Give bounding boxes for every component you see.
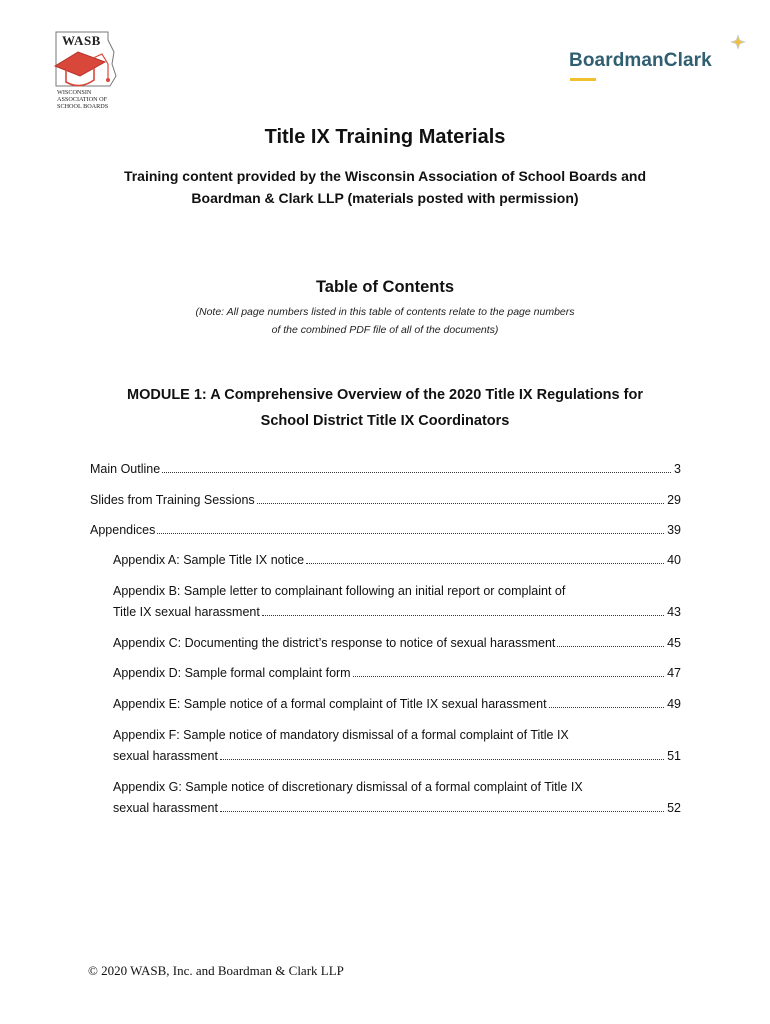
toc-entry[interactable]: [90, 460, 681, 478]
boardman-clark-logo: [569, 36, 741, 86]
toc-entry-page: 52: [667, 801, 681, 815]
wasb-name: [57, 89, 121, 110]
toc-heading: Table of Contents: [315, 278, 455, 296]
toc-entry-page: 40: [667, 553, 681, 567]
toc-entry[interactable]: [113, 778, 681, 817]
toc-entry-page: 45: [667, 636, 681, 650]
toc-entry-page: 3: [674, 462, 681, 476]
toc-note-line: (Note: All page numbers listed in this table of contents relate to the page numbers: [195, 306, 575, 318]
toc-entry-label: sexual harassment: [113, 801, 218, 815]
wasb-mark: WASB: [62, 33, 101, 48]
toc-entry[interactable]: [113, 582, 681, 621]
module-heading-line: MODULE 1: A Comprehensive Overview of the 2020 Title IX Regulations for: [127, 387, 643, 403]
dot-leader: [257, 503, 664, 504]
toc-entry[interactable]: [113, 551, 681, 569]
dot-leader: [306, 563, 664, 564]
wasb-logo: [50, 30, 120, 114]
dot-leader: [353, 676, 664, 677]
toc-entry-label: sexual harassment: [113, 749, 218, 763]
subtitle-line: Boardman & Clark LLP (materials posted with permission): [191, 190, 579, 206]
module-heading-line: School District Title IX Coordinators: [260, 413, 510, 429]
toc-entry-label: Appendix E: Sample notice of a formal complaint of Title IX sexual harassment: [113, 697, 547, 711]
boardman-clark-wordmark: BoardmanClark: [569, 50, 712, 71]
toc-entry-label: Title IX sexual harassment: [113, 605, 260, 619]
dot-leader: [549, 707, 665, 708]
dot-leader: [220, 759, 664, 760]
toc-entry-page: 49: [667, 697, 681, 711]
toc-entry-page: 43: [667, 605, 681, 619]
dot-leader: [157, 533, 664, 534]
module-heading: [60, 382, 710, 434]
dot-leader: [220, 811, 664, 812]
toc-entry-label: Slides from Training Sessions: [90, 493, 255, 507]
toc-note: [0, 303, 770, 339]
wasb-name-line: SCHOOL BOARDS: [57, 103, 109, 110]
toc-entry-label: Appendices: [90, 523, 156, 537]
toc-entry-lead: Appendix F: Sample notice of mandatory dismissal of a formal complaint of Title IX: [113, 728, 569, 742]
toc-entry[interactable]: [90, 521, 681, 539]
subtitle-line: Training content provided by the Wisconsin Association of School Boards and: [123, 168, 647, 184]
toc-entry-page: 51: [667, 749, 681, 763]
dot-leader: [557, 646, 664, 647]
toc-entry-page: 39: [667, 523, 681, 537]
toc-entry[interactable]: [113, 726, 681, 765]
toc-entry-label: Main Outline: [90, 462, 161, 476]
toc-entry-page: 29: [667, 493, 681, 507]
toc-entry-label: Appendix A: Sample Title IX notice: [113, 553, 305, 567]
toc-entry-label: Appendix D: Sample formal complaint form: [113, 666, 351, 680]
toc-entry[interactable]: [90, 491, 681, 509]
copyright-footer: © 2020 WASB, Inc. and Boardman & Clark LLP: [88, 963, 344, 978]
toc-entry-lead: Appendix B: Sample letter to complainant following an initial report or complaint of: [113, 584, 566, 598]
boardman-clark-accent-bar: [570, 78, 596, 81]
dot-leader: [162, 472, 671, 473]
wasb-name-line: ASSOCIATION OF: [57, 96, 108, 103]
toc-entry-lead: Appendix G: Sample notice of discretionary dismissal of a formal complaint of Title IX: [113, 780, 583, 794]
document-subtitle: [90, 165, 680, 209]
wasb-name-line: WISCONSIN: [57, 89, 92, 96]
toc-entry[interactable]: [113, 664, 681, 682]
toc-entry-label: Appendix C: Documenting the district’s response to notice of sexual harassment: [113, 636, 556, 650]
toc-note-line: of the combined PDF file of all of the documents): [271, 324, 499, 336]
toc-entry-page: 47: [667, 666, 681, 680]
dot-leader: [262, 615, 664, 616]
toc-entry[interactable]: [113, 695, 681, 713]
sparkle-icon: [729, 33, 747, 51]
document-title: Title IX Training Materials: [264, 126, 506, 148]
toc-entry[interactable]: [113, 634, 681, 652]
